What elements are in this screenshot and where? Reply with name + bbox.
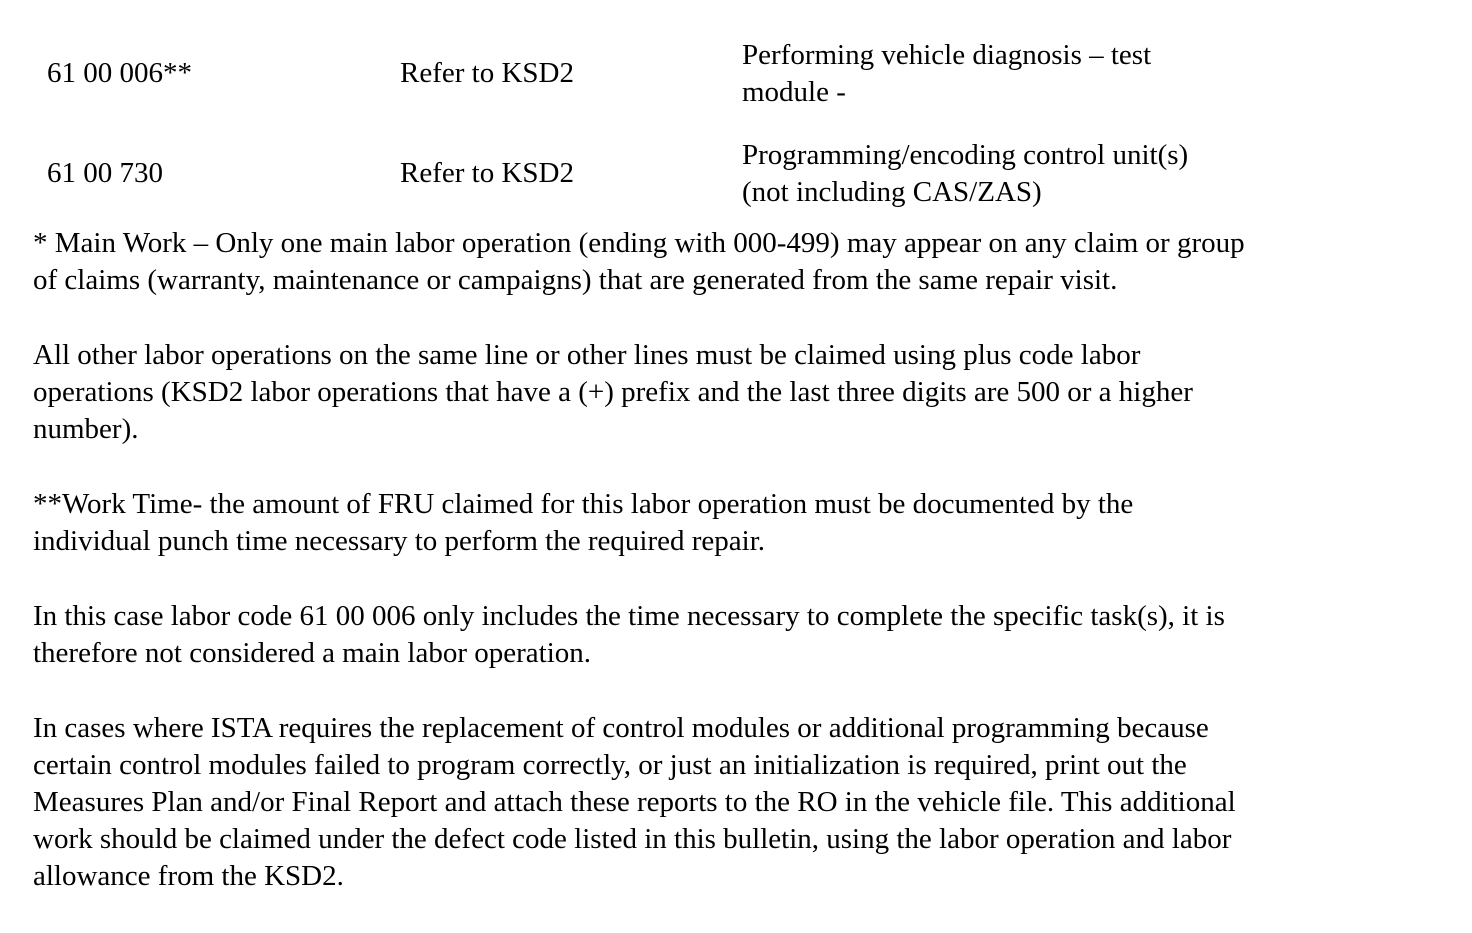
- ista-cases-note: In cases where ISTA requires the replacement of control modules or additional programming because certain control modules failed to program correctly, or just an initialization is required, print out the Measures Plan and/or Final Report and attach these reports to the RO in the vehicle file. This additional work should be claimed under the defect code listed in this bulletin, using the labor operation and labor allowance from the KSD2.: [33, 712, 1236, 892]
- labor-description-line: Programming/encoding control unit(s): [742, 139, 1189, 171]
- labor-reference: Refer to KSD2: [400, 57, 574, 89]
- main-work-note: * Main Work – Only one main labor operation (ending with 000-499) may appear on any claim or group of claims (warranty, maintenance or campaigns) that are generated from the same repair visit.: [33, 227, 1245, 296]
- labor-code: 61 00 006**: [47, 57, 192, 89]
- plus-code-note: All other labor operations on the same line or other lines must be claimed using plus code labor operations (KSD2 labor operations that have a (+) prefix and the last three digits are 500 or a higher number).: [33, 339, 1193, 445]
- labor-code: 61 00 730: [47, 157, 163, 189]
- work-time-note: **Work Time- the amount of FRU claimed for this labor operation must be documented by the individual punch time necessary to perform the required repair.: [33, 488, 1134, 557]
- notes-section: [33, 225, 1448, 933]
- labor-description-line: (not including CAS/ZAS): [742, 176, 1042, 208]
- labor-description: [742, 137, 1302, 211]
- labor-code-case-note: In this case labor code 61 00 006 only includes the time necessary to complete the specific task(s), it is therefore not considered a main labor operation.: [33, 600, 1225, 669]
- labor-description-line: module -: [742, 76, 846, 108]
- labor-reference: Refer to KSD2: [400, 157, 574, 189]
- labor-description-line: Performing vehicle diagnosis – test: [742, 39, 1152, 71]
- labor-description: [742, 37, 1302, 111]
